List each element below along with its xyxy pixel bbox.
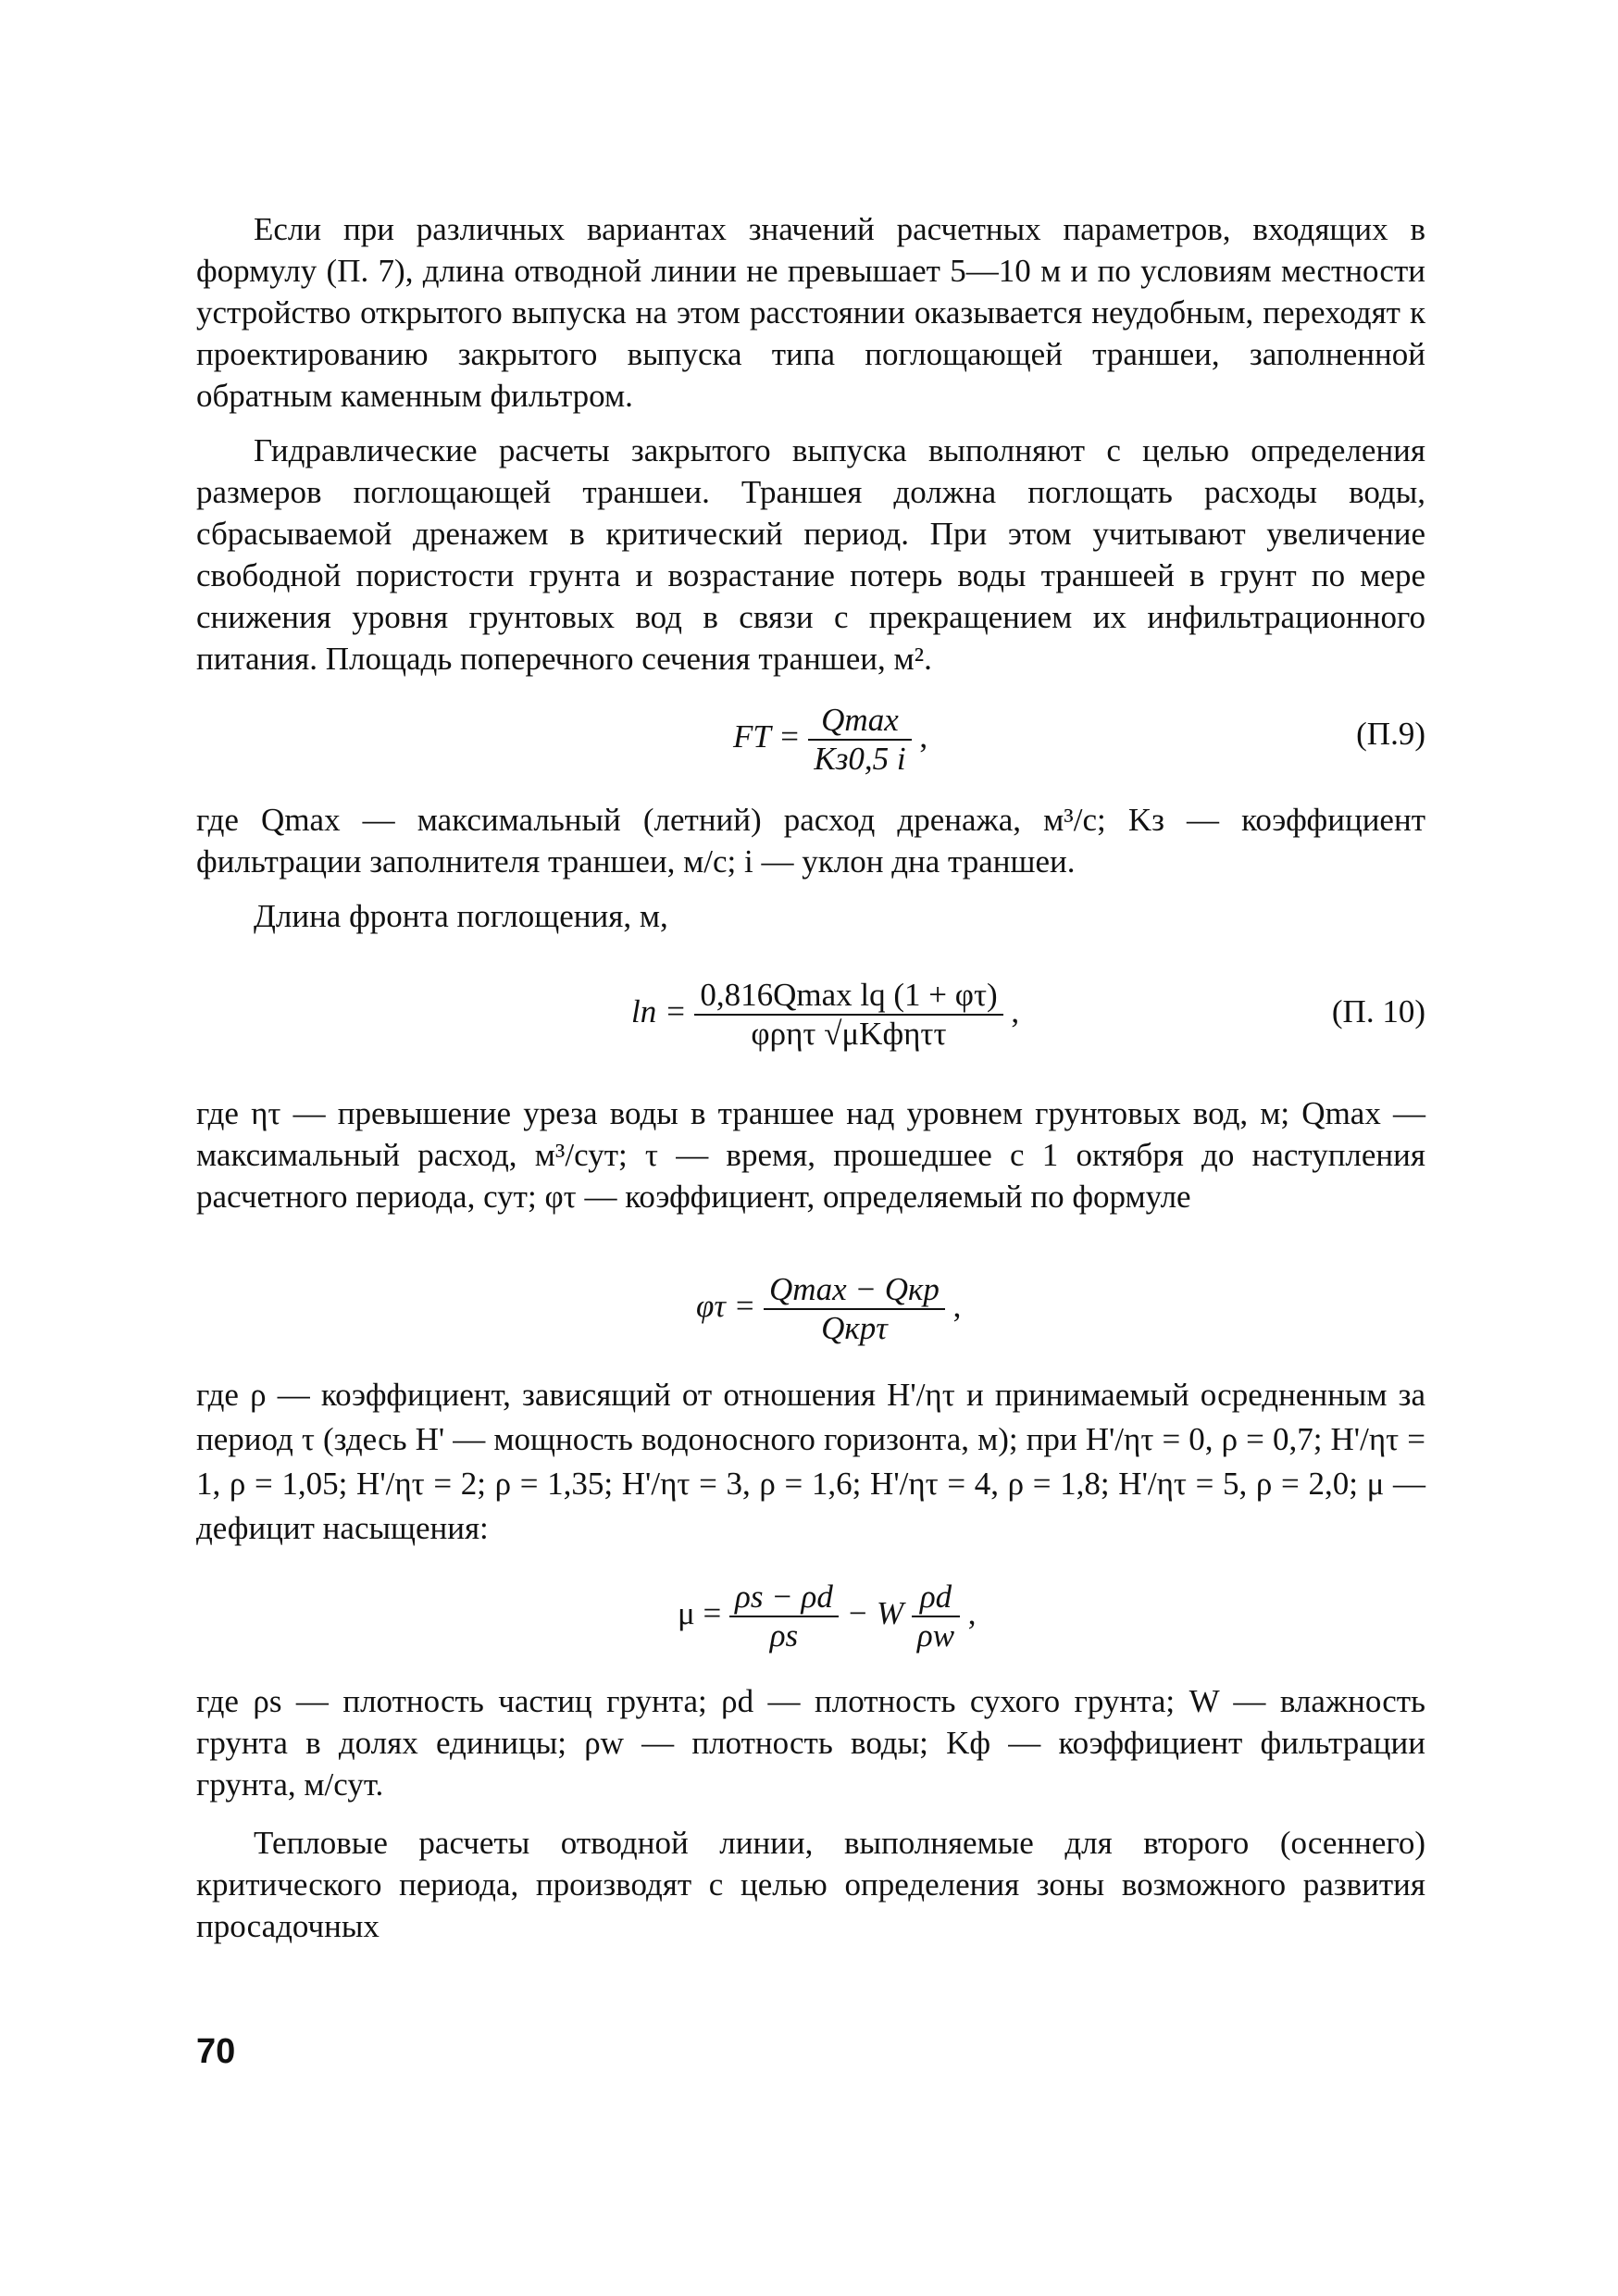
formula-p10-tail: , <box>1011 993 1020 1030</box>
paragraph-1: Если при различных вариантах значений расчетных параметров, входящих в формулу (П. 7), длина отводной линии не превышает 5—10 м и по условиям местности устройство открытого выпуска на этом расстоянии оказывается неудобным, переходят к проектированию закрытого выпуска типа поглощающей траншеи, заполненной обратным каменным фильтром. <box>196 211 1425 414</box>
formula-mu-tail: , <box>967 1595 977 1632</box>
formula-p10-fraction <box>694 977 1002 1053</box>
formula-p9-denominator: Kз0,5 i <box>814 741 906 777</box>
formula-p9-tail: , <box>919 718 928 755</box>
formula-mu-fraction-2 <box>912 1578 960 1654</box>
formula-mu-lhs: μ = <box>678 1595 722 1632</box>
paragraph-7: где ρs — плотность частиц грунта; ρd — плотность сухого грунта; W — влажность грунта в долях единицы; ρw — плотность воды; Kф — коэффициент фильтрации грунта, м/сут. <box>196 1683 1425 1803</box>
formula-phi-fraction <box>764 1271 945 1347</box>
formula-p10 <box>196 954 1425 1092</box>
formula-p10-numerator: 0,816Qmax lq (1 + φτ) <box>694 977 1002 1016</box>
formula-mu-middle: − W <box>846 1595 904 1632</box>
formula-mu <box>196 1560 1425 1680</box>
page-body <box>196 208 1425 1947</box>
formula-p9-numerator: Qmax <box>808 702 911 741</box>
formula-p10-denominator: φρητ √μKфηττ <box>751 1016 947 1052</box>
paragraph-5: где ητ — превышение уреза воды в траншее над уровнем грунтовых вод, м; Qmax — максимальный расход, м³/сут; τ — время, прошедшее с 1 октября до наступления расчетного периода, сут; φτ — коэффициент, определяемый по формуле <box>196 1095 1425 1215</box>
formula-mu-denominator-2: ρw <box>916 1617 955 1653</box>
page-number: 70 <box>196 2032 236 2071</box>
formula-mu-numerator-2: ρd <box>912 1578 960 1617</box>
formula-p10-lhs: lп = <box>631 993 687 1030</box>
formula-mu-numerator: ρs − ρd <box>729 1578 839 1617</box>
paragraph-2: Гидравлические расчеты закрытого выпуска выполняют с целью определения размеров поглощающей траншеи. Траншея должна поглощать расходы воды, сбрасываемой дренажем в критический период. При этом учитывают увеличение свободной пористости грунта и возрастание потерь воды траншеей в грунт по мере снижения уровня грунтовых вод в связи с прекращением их инфильтрационного питания. Площадь поперечного сечения траншеи, м². <box>196 432 1425 677</box>
formula-p9-fraction <box>808 702 911 778</box>
paragraph-4: Длина фронта поглощения, м, <box>254 898 668 934</box>
formula-p9 <box>196 693 1425 799</box>
formula-p9-number: (П.9) <box>1356 716 1425 752</box>
formula-p10-number: (П. 10) <box>1331 993 1425 1029</box>
formula-phi-denominator: Qкрτ <box>821 1310 888 1346</box>
formula-phi-tail: , <box>952 1288 962 1325</box>
formula-mu-denominator: ρs <box>769 1617 799 1653</box>
formula-mu-fraction-1 <box>729 1578 839 1654</box>
formula-phi-lhs: φτ = <box>696 1288 756 1325</box>
formula-phi <box>196 1234 1425 1373</box>
paragraph-6: где ρ — коэффициент, зависящий от отношения H'/ητ и принимаемый осредненным за период τ (здесь H' — мощность водоносного горизонта, м); при H'/ητ = 0, ρ = 0,7; H'/ητ = 1, ρ = 1,05; H'/ητ = 2; ρ = 1,35; H'/ητ = 3, ρ = 1,6; H'/ητ = 4, ρ = 1,8; H'/ητ = 5, ρ = 2,0; μ — дефицит насыщения: <box>196 1377 1425 1546</box>
paragraph-8: Тепловые расчеты отводной линии, выполняемые для второго (осеннего) критического периода, производят с целью определения зоны возможного развития просадочных <box>196 1825 1425 1944</box>
paragraph-3: где Qmax — максимальный (летний) расход дренажа, м³/с; Kз — коэффициент фильтрации заполнителя траншеи, м/с; i — уклон дна траншеи. <box>196 802 1425 880</box>
formula-phi-numerator: Qmax − Qкр <box>764 1271 945 1310</box>
formula-p9-lhs: FT = <box>733 718 801 755</box>
